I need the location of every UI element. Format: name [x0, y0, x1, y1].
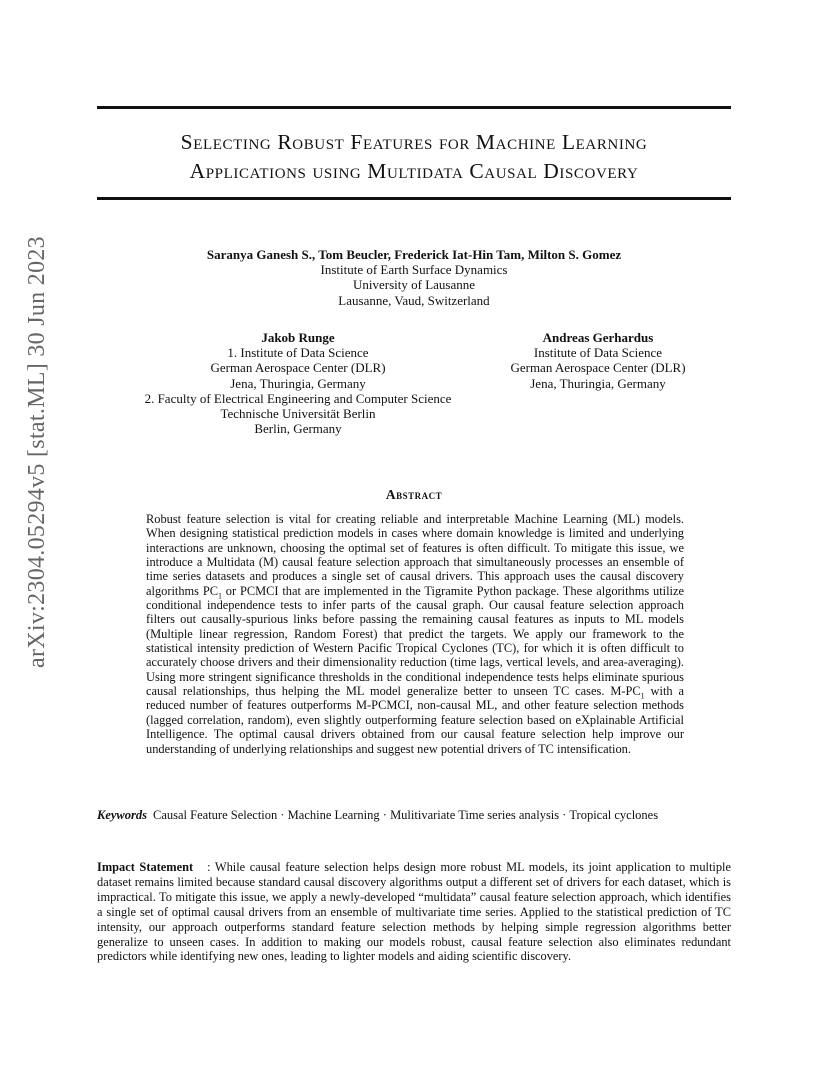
- author-names: Saranya Ganesh S., Tom Beucler, Frederick Iat-Hin Tam, Milton S. Gomez: [206, 247, 622, 262]
- keywords-text: Causal Feature Selection · Machine Learning · Mulitivariate Time series analysis · Tropical cyclones: [153, 808, 659, 822]
- affiliation-line: German Aerospace Center (DLR): [510, 360, 686, 376]
- keywords-line: [97, 808, 737, 823]
- keywords-label: Keywords: [97, 808, 147, 822]
- subscript: 1: [217, 591, 222, 601]
- affiliation-line: 1. Institute of Data Science: [227, 345, 369, 361]
- abstract-text-part: with a reduced number of features outperforms M-PCMCI, non-causal ML, and other feature selection methods (lagged correlation, random), even slightly outperforming feature selection based on eXplainable Artificial Intelligence. The optimal causal drivers obtained from our causal feature selection help improve our understanding of underlying relationships and suggest new potential drivers of TC intensification.: [146, 684, 684, 756]
- affiliation-line: Institute of Earth Surface Dynamics: [320, 262, 508, 278]
- affiliation-line: German Aerospace Center (DLR): [210, 360, 386, 376]
- abstract-text-part: or PCMCI that are implemented in the Tigramite Python package. These algorithms utilize conditional independence tests to infer parts of the causal graph. Our causal feature selection approach filters out causally-spurious links before passing the remaining causal features as inputs to ML models (Multiple linear regression, Random Forest) that predict the targets. We apply our framework to the statistical intensity prediction of Western Pacific Tropical Cyclones (TC), for which it is often difficult to accurately choose drivers and their dimensionality reduction (time lags, vertical levels, and area-averaging). Using more stringent significance thresholds in the conditional independence tests helps eliminate spurious causal relationships, thus helping the ML model generalize better to unseen TC cases. M-PC: [146, 583, 684, 699]
- impact-statement: [97, 860, 731, 964]
- affiliation-line: Jena, Thuringia, Germany: [230, 375, 366, 391]
- title-top-rule: [97, 106, 731, 109]
- affiliation-line: Lausanne, Vaud, Switzerland: [338, 292, 490, 308]
- title-bottom-rule: [97, 197, 731, 200]
- affiliation-line: Jena, Thuringia, Germany: [530, 375, 666, 391]
- author-name: Andreas Gerhardus: [542, 330, 654, 345]
- impact-statement-label: Impact Statement: [97, 860, 194, 874]
- author-block-runge: [132, 330, 464, 436]
- subscript: 1: [640, 691, 645, 701]
- title-line-1: Selecting Robust Features for Machine Learning: [180, 130, 648, 154]
- affiliation-line: Berlin, Germany: [254, 421, 342, 437]
- title-line-2: Applications using Multidata Causal Discovery: [189, 159, 639, 183]
- paper-title: [97, 128, 731, 186]
- affiliation-line: 2. Faculty of Electrical Engineering and Computer Science: [144, 390, 452, 406]
- impact-statement-text: : While causal feature selection helps design more robust ML models, its joint application to multiple dataset remains limited because standard causal discovery algorithms output a different set of drivers for each dataset, which is impractical. To mitigate this issue, we apply a newly-developed “multidata” causal feature selection approach, which identifies a single set of optimal causal drivers from an ensemble of multivariate time series. Applied to the statistical prediction of TC intensity, our approach outperforms standard feature selection methods by helping simple regression algorithms better generalize to unseen cases. In addition to making our models robust, causal feature selection also eliminates redundant predictors while identifying new ones, leading to lighter models and aiding scientific discovery.: [97, 860, 731, 964]
- affiliation-line: University of Lausanne: [352, 277, 476, 293]
- authors-main-block: [97, 247, 731, 308]
- affiliation-line: Technische Universität Berlin: [220, 406, 376, 422]
- abstract-text: [146, 512, 684, 756]
- author-name: Jakob Runge: [261, 330, 335, 345]
- arxiv-identifier: arXiv:2304.05294v5 [stat.ML] 30 Jun 2023: [24, 236, 50, 668]
- abstract-text-part: Robust feature selection is vital for creating reliable and interpretable Machine Learning (ML) models. When designing statistical prediction models in cases where domain knowledge is limited and underlying interactions are unknown, choosing the optimal set of features is often difficult. To mitigate this issue, we introduce a Multidata (M) causal feature selection approach that simultaneously processes an ensemble of time series datasets and produces a single set of causal drivers. This approach uses the causal discovery algorithms PC: [146, 512, 684, 598]
- abstract-heading: Abstract: [385, 487, 443, 502]
- author-block-gerhardus: [500, 330, 696, 391]
- affiliation-line: Institute of Data Science: [533, 345, 663, 361]
